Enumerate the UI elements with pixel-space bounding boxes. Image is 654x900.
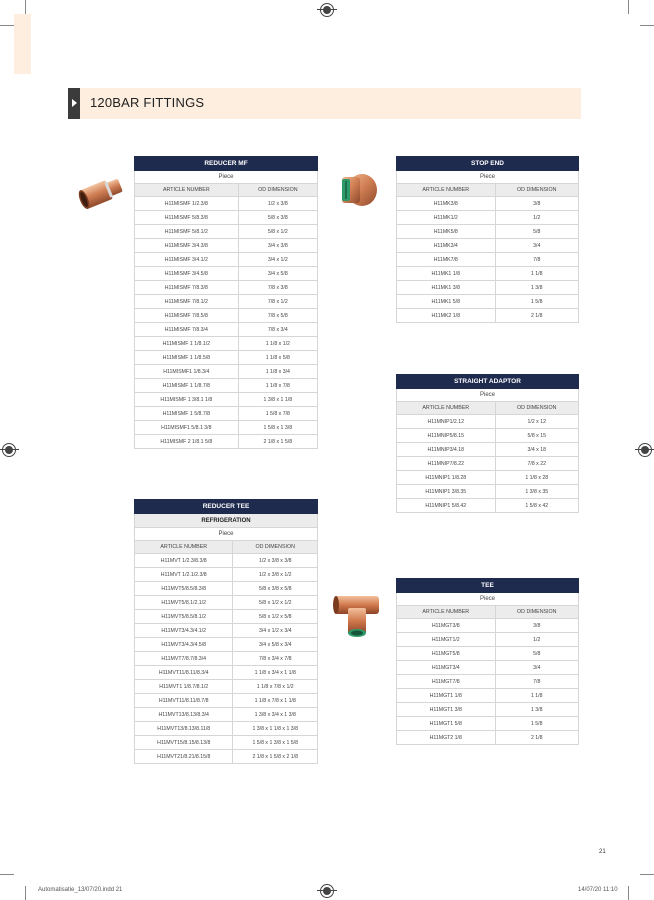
article-number-cell: H11MGT3/4 xyxy=(397,661,496,675)
article-number-cell: H11MGT2 1/8 xyxy=(397,731,496,745)
article-number-cell: H11MVT 1/2.3/8.3/8 xyxy=(135,554,233,568)
article-number-cell: H11MISMF 5/8.3/8 xyxy=(135,211,239,225)
od-dimension-cell: 5/8 x 3/8 xyxy=(238,211,317,225)
slug-timestamp: 14/07/20 11:10 xyxy=(578,887,618,893)
od-dimension-cell: 3/4 xyxy=(495,239,579,253)
table-row xyxy=(135,722,318,736)
table-row xyxy=(397,689,579,703)
od-dimension-cell: 3/4 x 1/2 x 3/4 xyxy=(233,624,318,638)
column-header: OD DIMENSION xyxy=(495,606,579,619)
crop-mark xyxy=(640,25,654,26)
article-number-cell: H11MK5/8 xyxy=(397,225,496,239)
od-dimension-cell: 1 1/8 x 1/2 xyxy=(238,337,317,351)
table-row xyxy=(135,435,318,449)
od-dimension-cell: 3/8 xyxy=(495,197,579,211)
od-dimension-cell: 1/2 xyxy=(495,633,579,647)
article-number-cell: H11MISMF 2 1/8.1 5/8 xyxy=(135,435,239,449)
table-row xyxy=(397,253,579,267)
od-dimension-cell: 5/8 xyxy=(495,225,579,239)
article-number-cell: H11MK7/8 xyxy=(397,253,496,267)
table-row xyxy=(135,652,318,666)
article-number-cell: H11MK3/8 xyxy=(397,197,496,211)
column-header: OD DIMENSION xyxy=(233,541,318,554)
table-row xyxy=(135,309,318,323)
column-header: ARTICLE NUMBER xyxy=(397,184,496,197)
article-number-cell: H11MVT5/8.1/2.1/2 xyxy=(135,596,233,610)
reducer-tee-table xyxy=(134,499,318,764)
article-number-cell: H11MISMF 7/8.5/8 xyxy=(135,309,239,323)
article-number-cell: H11MISMF 1 1/8.7/8 xyxy=(135,379,239,393)
article-number-cell: H11MK1/2 xyxy=(397,211,496,225)
table-row xyxy=(397,661,579,675)
table-row xyxy=(135,680,318,694)
article-number-cell: H11MVT13/8.13/8.11/8 xyxy=(135,722,233,736)
article-number-cell: H11MVT5/8.5/8.1/2 xyxy=(135,610,233,624)
article-number-cell: H11MGT3/8 xyxy=(397,619,496,633)
column-header: ARTICLE NUMBER xyxy=(135,184,239,197)
od-dimension-cell: 7/8 x 1/2 xyxy=(238,295,317,309)
article-number-cell: H11MISMF 5/8.1/2 xyxy=(135,225,239,239)
article-number-cell: H11MNIP1 5/8.42 xyxy=(397,499,496,513)
table-row xyxy=(397,703,579,717)
article-number-cell: H11MVT11/8.11/8.3/4 xyxy=(135,666,233,680)
table-row xyxy=(397,295,579,309)
table-unit: Piece xyxy=(135,171,318,184)
crop-mark xyxy=(0,874,14,875)
article-number-cell: H11MNIP1 1/8.28 xyxy=(397,471,496,485)
od-dimension-cell: 5/8 xyxy=(495,647,579,661)
od-dimension-cell: 1/2 x 3/8 x 3/8 xyxy=(233,554,318,568)
od-dimension-cell: 2 1/8 xyxy=(495,731,579,745)
table-row xyxy=(135,694,318,708)
crop-mark xyxy=(628,886,629,900)
article-number-cell: H11MISMF 3/4.1/2 xyxy=(135,253,239,267)
article-number-cell: H11MISMF 3/4.5/8 xyxy=(135,267,239,281)
od-dimension-cell: 1/2 xyxy=(495,211,579,225)
od-dimension-cell: 1/2 x 3/8 x 1/2 xyxy=(233,568,318,582)
od-dimension-cell: 1 1/8 x 5/8 xyxy=(238,351,317,365)
page-number: 21 xyxy=(599,849,606,855)
crop-mark xyxy=(640,874,654,875)
table-row xyxy=(135,568,318,582)
od-dimension-cell: 7/8 x 3/4 xyxy=(238,323,317,337)
side-tab-strip xyxy=(14,14,31,74)
od-dimension-cell: 5/8 x 1/2 xyxy=(238,225,317,239)
article-number-cell: H11MISMF 3/4.3/8 xyxy=(135,239,239,253)
table-row xyxy=(135,211,318,225)
od-dimension-cell: 7/8 xyxy=(495,253,579,267)
od-dimension-cell: 1 5/8 xyxy=(495,295,579,309)
crop-mark xyxy=(25,886,26,900)
column-header: ARTICLE NUMBER xyxy=(397,606,496,619)
article-number-cell: H11MISMF 1 1/8.5/8 xyxy=(135,351,239,365)
crop-mark xyxy=(0,25,14,26)
table-row xyxy=(135,638,318,652)
table-row xyxy=(397,309,579,323)
table-row xyxy=(135,379,318,393)
table-row xyxy=(397,429,579,443)
article-number-cell: H11MVT15/8.15/8.13/8 xyxy=(135,736,233,750)
od-dimension-cell: 3/4 xyxy=(495,661,579,675)
table-row xyxy=(397,471,579,485)
od-dimension-cell: 1 5/8 xyxy=(495,717,579,731)
column-header: OD DIMENSION xyxy=(495,402,579,415)
straight-adaptor-table xyxy=(396,374,579,513)
od-dimension-cell: 1/2 x 3/8 xyxy=(238,197,317,211)
registration-mark-icon xyxy=(320,884,334,898)
article-number-cell: H11MGT1 1/8 xyxy=(397,689,496,703)
od-dimension-cell: 1 3/8 x 1 1/8 xyxy=(238,393,317,407)
table-unit: Piece xyxy=(135,528,318,541)
od-dimension-cell: 1/2 x 12 xyxy=(495,415,579,429)
column-header: ARTICLE NUMBER xyxy=(397,402,496,415)
article-number-cell: H11MVT21/8.21/8.15/8 xyxy=(135,750,233,764)
reducer-mf-table xyxy=(134,156,318,449)
article-number-cell: H11MISMF1 1/8.3/4 xyxy=(135,365,239,379)
article-number-cell: H11MK2 1/8 xyxy=(397,309,496,323)
table-row xyxy=(135,323,318,337)
article-number-cell: H11MK1 3/8 xyxy=(397,281,496,295)
article-number-cell: H11MISMF1 5/8.1 3/8 xyxy=(135,421,239,435)
article-number-cell: H11MNIP3/4.18 xyxy=(397,443,496,457)
table-row xyxy=(135,351,318,365)
table-subtitle: REFRIGERATION xyxy=(135,514,318,528)
table-row xyxy=(135,225,318,239)
table-row xyxy=(135,666,318,680)
slug-file-info: Automatisatie_13/07/20.indd 21 xyxy=(38,887,123,893)
article-number-cell: H11MVT13/8.13/8.3/4 xyxy=(135,708,233,722)
table-row xyxy=(135,393,318,407)
table-row xyxy=(397,499,579,513)
od-dimension-cell: 2 1/8 xyxy=(495,309,579,323)
od-dimension-cell: 1 1/8 x 7/8 xyxy=(238,379,317,393)
page-title: 120BAR FITTINGS xyxy=(90,95,205,110)
article-number-cell: H11MNIP1/2.12 xyxy=(397,415,496,429)
tee-table xyxy=(396,578,579,745)
od-dimension-cell: 1 5/8 x 1 3/8 xyxy=(238,421,317,435)
registration-mark-icon xyxy=(2,443,16,457)
article-number-cell: H11MVT11/8.11/8.7/8 xyxy=(135,694,233,708)
article-number-cell: H11MGT1/2 xyxy=(397,633,496,647)
article-number-cell: H11MVT7/8.7/8.3/4 xyxy=(135,652,233,666)
article-number-cell: H11MISMF 1 1/8.1/2 xyxy=(135,337,239,351)
table-row xyxy=(135,365,318,379)
table-row xyxy=(397,633,579,647)
table-row xyxy=(397,281,579,295)
article-number-cell: H11MVT1 1/8.7/8.1/2 xyxy=(135,680,233,694)
od-dimension-cell: 3/8 xyxy=(495,619,579,633)
table-row xyxy=(397,267,579,281)
od-dimension-cell: 5/8 x 1/2 x 1/2 xyxy=(233,596,318,610)
table-row xyxy=(135,624,318,638)
od-dimension-cell: 1 3/8 x 35 xyxy=(495,485,579,499)
table-row xyxy=(135,750,318,764)
article-number-cell: H11MK3/4 xyxy=(397,239,496,253)
article-number-cell: H11MNIP7/8.22 xyxy=(397,457,496,471)
od-dimension-cell: 7/8 x 5/8 xyxy=(238,309,317,323)
od-dimension-cell: 1 5/8 x 42 xyxy=(495,499,579,513)
od-dimension-cell: 5/8 x 3/8 x 5/8 xyxy=(233,582,318,596)
article-number-cell: H11MVT5/8.5/8.3/8 xyxy=(135,582,233,596)
article-number-cell: H11MISMF 1 3/8.1 1/8 xyxy=(135,393,239,407)
table-row xyxy=(397,485,579,499)
od-dimension-cell: 1 5/8 x 7/8 xyxy=(238,407,317,421)
table-row xyxy=(397,731,579,745)
od-dimension-cell: 5/8 x 15 xyxy=(495,429,579,443)
article-number-cell: H11MNIP5/8.15 xyxy=(397,429,496,443)
od-dimension-cell: 7/8 x 22 xyxy=(495,457,579,471)
od-dimension-cell: 1 1/8 x 28 xyxy=(495,471,579,485)
crop-mark xyxy=(25,0,26,14)
od-dimension-cell: 1 3/8 xyxy=(495,703,579,717)
article-number-cell: H11MISMF 7/8.3/8 xyxy=(135,281,239,295)
od-dimension-cell: 1 3/8 xyxy=(495,281,579,295)
table-row xyxy=(135,337,318,351)
caret-right-icon xyxy=(72,99,77,107)
article-number-cell: H11MGT5/8 xyxy=(397,647,496,661)
table-row xyxy=(397,239,579,253)
column-header: OD DIMENSION xyxy=(495,184,579,197)
od-dimension-cell: 5/8 x 1/2 x 5/8 xyxy=(233,610,318,624)
article-number-cell: H11MISMF 1 5/8.7/8 xyxy=(135,407,239,421)
table-row xyxy=(397,457,579,471)
od-dimension-cell: 3/4 x 3/8 xyxy=(238,239,317,253)
table-unit: Piece xyxy=(397,389,579,402)
od-dimension-cell: 3/4 x 1/2 xyxy=(238,253,317,267)
article-number-cell: H11MISMF 7/8.3/4 xyxy=(135,323,239,337)
table-row xyxy=(397,415,579,429)
table-row xyxy=(135,554,318,568)
od-dimension-cell: 1 5/8 x 1 3/8 x 1 5/8 xyxy=(233,736,318,750)
table-row xyxy=(397,197,579,211)
table-row xyxy=(135,610,318,624)
od-dimension-cell: 2 1/8 x 1 5/8 x 2 1/8 xyxy=(233,750,318,764)
od-dimension-cell: 7/8 xyxy=(495,675,579,689)
table-title: REDUCER MF xyxy=(135,157,318,171)
column-header: ARTICLE NUMBER xyxy=(135,541,233,554)
table-row xyxy=(397,225,579,239)
article-number-cell: H11MNIP1 3/8.35 xyxy=(397,485,496,499)
table-title: REDUCER TEE xyxy=(135,500,318,514)
crop-mark xyxy=(628,0,629,14)
table-row xyxy=(135,239,318,253)
od-dimension-cell: 1 1/8 xyxy=(495,689,579,703)
stop-end-image xyxy=(336,170,380,210)
table-row xyxy=(135,708,318,722)
table-row xyxy=(397,647,579,661)
od-dimension-cell: 2 1/8 x 1 5/8 xyxy=(238,435,317,449)
table-row xyxy=(135,253,318,267)
table-row xyxy=(135,582,318,596)
table-row xyxy=(135,295,318,309)
od-dimension-cell: 7/8 x 3/8 xyxy=(238,281,317,295)
registration-mark-icon xyxy=(638,443,652,457)
od-dimension-cell: 1 1/8 xyxy=(495,267,579,281)
table-unit: Piece xyxy=(397,593,579,606)
table-row xyxy=(397,211,579,225)
od-dimension-cell: 1 1/8 x 7/8 x 1 1/8 xyxy=(233,694,318,708)
article-number-cell: H11MGT1 3/8 xyxy=(397,703,496,717)
od-dimension-cell: 1 1/8 x 7/8 x 1/2 xyxy=(233,680,318,694)
article-number-cell: H11MVT3/4.3/4.5/8 xyxy=(135,638,233,652)
article-number-cell: H11MGT7/8 xyxy=(397,675,496,689)
article-number-cell: H11MISMF 7/8.1/2 xyxy=(135,295,239,309)
article-number-cell: H11MK1 5/8 xyxy=(397,295,496,309)
article-number-cell: H11MGT1 5/8 xyxy=(397,717,496,731)
table-title: STRAIGHT ADAPTOR xyxy=(397,375,579,389)
table-row xyxy=(397,443,579,457)
od-dimension-cell: 1 1/8 x 3/4 xyxy=(238,365,317,379)
table-unit: Piece xyxy=(397,171,579,184)
od-dimension-cell: 7/8 x 3/4 x 7/8 xyxy=(233,652,318,666)
table-row xyxy=(135,736,318,750)
column-header: OD DIMENSION xyxy=(238,184,317,197)
table-row xyxy=(397,717,579,731)
table-row xyxy=(135,197,318,211)
table-title: STOP END xyxy=(397,157,579,171)
od-dimension-cell: 3/4 x 5/8 xyxy=(238,267,317,281)
table-row xyxy=(135,267,318,281)
registration-mark-icon xyxy=(320,3,334,17)
table-title: TEE xyxy=(397,579,579,593)
article-number-cell: H11MK1 1/8 xyxy=(397,267,496,281)
table-row xyxy=(135,421,318,435)
table-row xyxy=(135,407,318,421)
od-dimension-cell: 1 3/8 x 1 1/8 x 1 3/8 xyxy=(233,722,318,736)
article-number-cell: H11MVT 1/2.1/2.3/8 xyxy=(135,568,233,582)
stop-end-table xyxy=(396,156,579,323)
od-dimension-cell: 3/4 x 18 xyxy=(495,443,579,457)
table-row xyxy=(135,596,318,610)
tee-image xyxy=(333,588,381,638)
table-row xyxy=(135,281,318,295)
article-number-cell: H11MVT3/4.3/4.1/2 xyxy=(135,624,233,638)
od-dimension-cell: 1 1/8 x 3/4 x 1 1/8 xyxy=(233,666,318,680)
table-row xyxy=(397,619,579,633)
article-number-cell: H11MISMF 1/2.3/8 xyxy=(135,197,239,211)
table-row xyxy=(397,675,579,689)
od-dimension-cell: 3/4 x 5/8 x 3/4 xyxy=(233,638,318,652)
reducer-mf-image xyxy=(78,170,128,216)
od-dimension-cell: 1 3/8 x 3/4 x 1 3/8 xyxy=(233,708,318,722)
